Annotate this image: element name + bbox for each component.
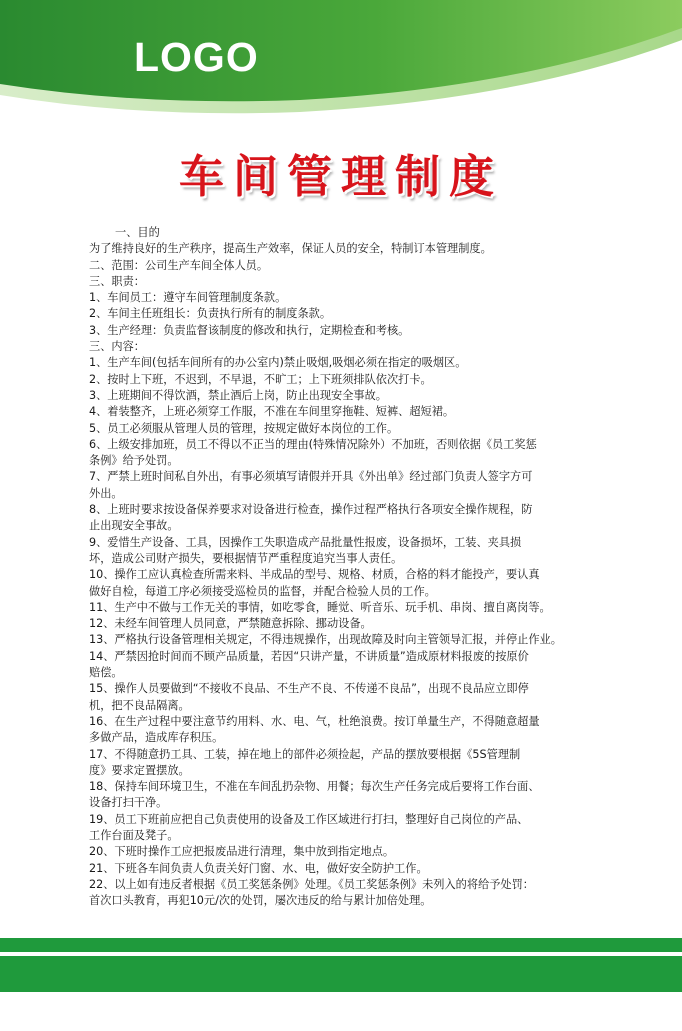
text-line: 19、员工下班前应把自己负责使用的设备及工作区域进行打扫，整理好自己岗位的产品、 xyxy=(89,812,529,826)
text-line: 12、未经车间管理人员同意，严禁随意拆除、挪动设备。 xyxy=(89,617,372,631)
text-line: 机，把不良品隔离。 xyxy=(89,698,190,712)
text-line: 9、爱惜生产设备、工具，因操作工失职造成产品批量性报废，设备损坏，工装、夹具损 xyxy=(89,535,522,549)
text-line: 11、生产中不做与工作无关的事情，如吃零食，睡觉、听音乐、玩手机、串岗、擅自离岗等。 xyxy=(89,600,551,614)
text-line: 三、职责： xyxy=(89,274,145,288)
text-line: 为了维持良好的生产秩序，提高生产效率，保证人员的安全，特制订本管理制度。 xyxy=(89,242,492,256)
header-banner xyxy=(0,0,682,140)
text-line: 15、操作人员要做到“不接收不良品、不生产不良、不传递不良品”，出现不良品应立即停 xyxy=(89,682,529,696)
text-line: 2、车间主任班组长：负责执行所有的制度条款。 xyxy=(89,307,332,321)
header-wave xyxy=(0,0,682,140)
text-line: 多做产品，造成库存积压。 xyxy=(89,731,224,745)
text-line: 三、内容： xyxy=(89,340,145,354)
text-line: 4、着装整齐，上班必须穿工作服，不准在车间里穿拖鞋、短裤、超短裙。 xyxy=(89,405,455,419)
text-line: 坏，造成公司财产损失，要根据情节严重程度追究当事人责任。 xyxy=(89,551,403,565)
text-line: 17、不得随意扔工具、工装，掉在地上的部件必须捡起，产品的摆放要根据《5S管理制 xyxy=(89,747,521,761)
text-line: 5、员工必须服从管理人员的管理，按规定做好本岗位的工作。 xyxy=(89,421,399,435)
footer-stripe xyxy=(0,938,682,952)
text-line: 7、严禁上班时间私自外出，有事必须填写请假并开具《外出单》经过部门负责人签字方可 xyxy=(89,470,533,484)
text-line: 设备打扫干净。 xyxy=(89,796,168,810)
text-line: 3、生产经理：负责监督该制度的修改和执行，定期检查和考核。 xyxy=(89,323,410,337)
footer-band xyxy=(0,956,682,1030)
text-line: 首次口头教育，再犯10元/次的处罚，屡次违反的给与累计加倍处理。 xyxy=(89,894,432,908)
text-line: 二、范围：公司生产车间全体人员。 xyxy=(89,258,269,272)
text-line: 2、按时上下班，不迟到，不早退，不旷工；上下班须排队依次打卡。 xyxy=(89,372,432,386)
text-line: 10、操作工应认真检查所需来料、半成品的型号、规格、材质，合格的料才能投产，要认真 xyxy=(89,568,540,582)
page-title: 车间管理制度 xyxy=(178,150,503,203)
text-line: 外出。 xyxy=(89,486,123,500)
logo-text: LOGO xyxy=(134,34,259,80)
text-line: 1、生产车间(包括车间所有的办公室内)禁止吸烟,吸烟必须在指定的吸烟区。 xyxy=(89,356,467,370)
text-line: 做好自检，每道工序必须接受巡检员的监督，并配合检验人员的工作。 xyxy=(89,584,436,598)
text-line: 工作台面及凳子。 xyxy=(89,828,179,842)
text-line: 14、严禁因抢时间而不顾产品质量，若因“只讲产量，不讲质量”造成原材料报废的按原价 xyxy=(89,649,529,663)
text-line: 16、在生产过程中要注意节约用料、水、电、气，杜绝浪费。按订单量生产，不得随意超量 xyxy=(89,714,540,728)
text-line: 6、上级安排加班，员工不得以不正当的理由(特殊情况除外）不加班，否则依据《员工奖惩 xyxy=(89,437,537,451)
text-line: 赔偿。 xyxy=(89,666,123,680)
text-line: 止出现安全事故。 xyxy=(89,519,179,533)
text-line: 13、严格执行设备管理相关规定，不得违规操作，出现故障及时向主管领导汇报，并停止作业。 xyxy=(89,633,562,647)
text-line: 21、下班各车间负责人负责关好门窗、水、电，做好安全防护工作。 xyxy=(89,861,428,875)
text-line: 22、以上如有违反者根据《员工奖惩条例》处理。《员工奖惩条例》未列入的将给予处罚： xyxy=(89,877,534,891)
footer-slogan: 合理规划 标识清晰 xyxy=(136,994,449,1030)
footer-banner xyxy=(0,938,682,1030)
text-line: 度》要求定置摆放。 xyxy=(89,763,190,777)
text-line: 3、上班期间不得饮酒，禁止酒后上岗，防止出现安全事故。 xyxy=(89,388,387,402)
text-line: 20、下班时操作工应把报废品进行清理，集中放到指定地点。 xyxy=(89,845,395,859)
text-line: 8、上班时要求按设备保养要求对设备进行检查，操作过程严格执行各项安全操作规程，防 xyxy=(89,503,533,517)
regulation-text xyxy=(89,225,619,909)
text-line: 条例》给予处罚。 xyxy=(89,454,179,468)
text-line: 1、车间员工：遵守车间管理制度条款。 xyxy=(89,291,287,305)
text-line: 一、目的 xyxy=(115,226,160,239)
text-line: 18、保持车间环境卫生，不准在车间乱扔杂物、用餐；每次生产任务完成后要将工作台面、 xyxy=(89,780,540,794)
